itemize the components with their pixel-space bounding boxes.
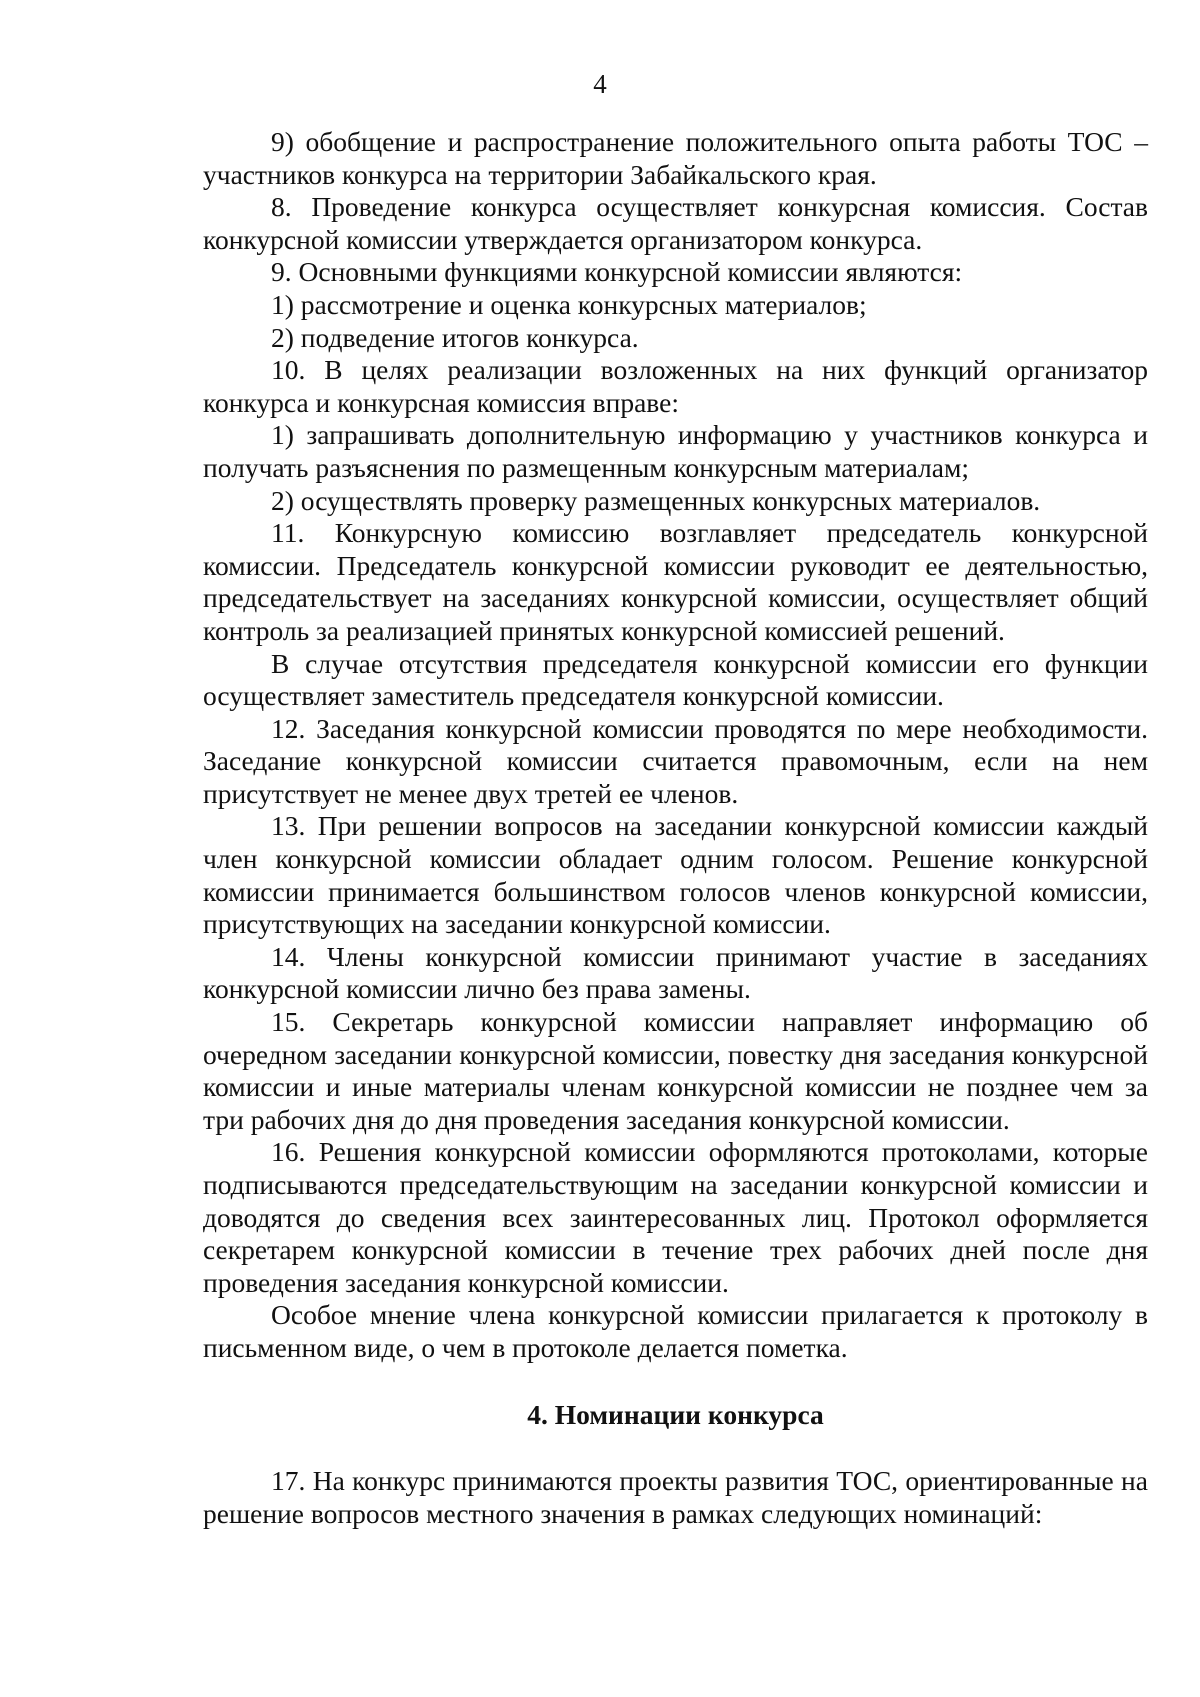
paragraph-10-item-1: 1) запрашивать дополнительную информацию у участников конкурса и получать разъяснения по размещенным конкурсным материалам; xyxy=(203,419,1148,483)
document-body xyxy=(203,126,1148,1530)
paragraph-17: 17. На конкурс принимаются проекты развития ТОС, ориентированные на решение вопросов местного значения в рамках следующих номинаций: xyxy=(203,1465,1148,1529)
paragraph-10-item-2: 2) осуществлять проверку размещенных конкурсных материалов. xyxy=(271,484,1041,516)
paragraph-12: 12. Заседания конкурсной комиссии проводятся по мере необходимости. Заседание конкурсной комиссии считается правомочным, если на нем присутствует не менее двух третей ее членов. xyxy=(203,712,1148,809)
paragraph-15: 15. Секретарь конкурсной комиссии направляет информацию об очередном заседании конкурсной комиссии, повестку дня заседания конкурсной комиссии и иные материалы членам конкурсной комиссии не позднее чем за три рабочих дня до дня проведения заседания конкурсной комиссии. xyxy=(203,1006,1148,1135)
paragraph-13: 13. При решении вопросов на заседании конкурсной комиссии каждый член конкурсной комиссии обладает одним голосом. Решение конкурсной комиссии принимается большинством голосов членов конкурсной комиссии, присутствующих на заседании конкурсной комиссии. xyxy=(203,810,1148,940)
paragraph-9-item-1: 1) рассмотрение и оценка конкурсных материалов; xyxy=(271,288,867,320)
paragraph-9: 9. Основными функциями конкурсной комиссии являются: xyxy=(271,256,963,288)
paragraph-14: 14. Члены конкурсной комиссии принимают участие в заседаниях конкурсной комиссии лично без права замены. xyxy=(203,940,1148,1005)
paragraph-9-item-2: 2) подведение итогов конкурса. xyxy=(271,321,639,353)
paragraph-10: 10. В целях реализации возложенных на них функций организатор конкурса и конкурсная комиссия вправе: xyxy=(203,354,1148,418)
paragraph-11-continued: В случае отсутствия председателя конкурсной комиссии его функции осуществляет заместитель председателя конкурсной комиссии. xyxy=(203,647,1148,712)
paragraph-11: 11. Конкурсную комиссию возглавляет председатель конкурсной комиссии. Председатель конкурсной комиссии руководит ее деятельностью, председательствует на заседаниях конкурсной комиссии, осуществляет общий контроль за реализацией принятых конкурсной комиссией решений. xyxy=(203,517,1148,646)
page-number: 4 xyxy=(593,69,607,99)
paragraph-16-continued: Особое мнение члена конкурсной комиссии прилагается к протоколу в письменном виде, о чем в протоколе делается пометка. xyxy=(203,1299,1148,1363)
paragraph-16: 16. Решения конкурсной комиссии оформляются протоколами, которые подписываются председательствующим на заседании конкурсной комиссии и доводятся до сведения всех заинтересованных лиц. Протокол оформляется секретарем конкурсной комиссии в течение трех рабочих дней после дня проведения заседания конкурсной комиссии. xyxy=(203,1136,1148,1298)
paragraph-8: 8. Проведение конкурса осуществляет конкурсная комиссия. Состав конкурсной комиссии утверждается организатором конкурса. xyxy=(203,191,1148,255)
section-heading: 4. Номинации конкурса xyxy=(527,1398,824,1430)
paragraph-item-9: 9) обобщение и распространение положительного опыта работы ТОС – участников конкурса на территории Забайкальского края. xyxy=(203,126,1148,190)
